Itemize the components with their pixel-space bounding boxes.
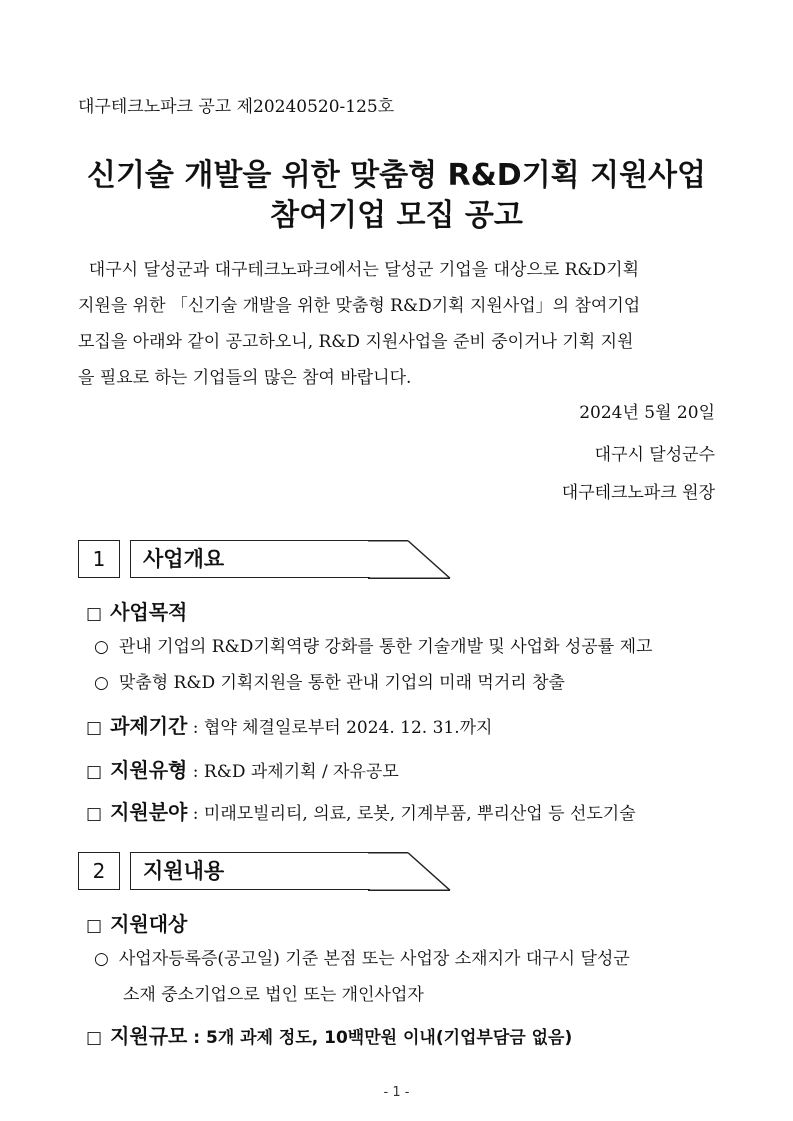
checkbox-square-icon: □ xyxy=(86,718,103,738)
scale-separator: : xyxy=(187,1028,206,1048)
announcement-date: 2024년 5월 20일 xyxy=(579,403,715,423)
target-line-1: 사업자등록증(공고일) 기준 본점 또는 사업장 소재지가 대구시 달성군 xyxy=(118,949,630,969)
section-title: 지원내용 xyxy=(130,852,370,890)
circle-bullet-icon: ○ xyxy=(94,673,109,693)
page-number: - 1 - xyxy=(383,1085,410,1100)
purpose-item xyxy=(94,668,565,693)
target-title: 지원대상 xyxy=(110,912,188,936)
type-value: R&D 과제기획 / 자유공모 xyxy=(203,762,399,782)
section-header-diagonal xyxy=(368,852,452,892)
scale-value: 5개 과제 정도, 10백만원 이내(기업부담금 없음) xyxy=(205,1028,573,1048)
purpose-item xyxy=(94,632,652,657)
purpose-item-text: 맞춤형 R&D 기획지원을 통한 관내 기업의 미래 먹거리 창출 xyxy=(118,673,565,693)
section-number: 2 xyxy=(78,852,120,890)
circle-bullet-icon: ○ xyxy=(94,637,109,657)
signer-district-head: 대구시 달성군수 xyxy=(594,445,715,465)
checkbox-square-icon: □ xyxy=(86,916,103,936)
purpose-heading xyxy=(86,596,187,625)
field-value: 미래모빌리티, 의료, 로봇, 기계부품, 뿌리산업 등 선도기술 xyxy=(203,804,636,824)
field-separator: : xyxy=(187,804,204,824)
purpose-item-text: 관내 기업의 R&D기획역량 강화를 통한 기술개발 및 사업화 성공률 제고 xyxy=(118,637,653,657)
intro-line: 모집을 아래와 같이 공고하오니, R&D 지원사업을 준비 중이거나 기획 지원 xyxy=(78,332,634,352)
field-heading: 지원분야 xyxy=(110,800,188,824)
period-heading: 과제기간 xyxy=(110,714,188,738)
period-row xyxy=(86,710,492,739)
scale-row xyxy=(86,1020,572,1049)
checkbox-square-icon: □ xyxy=(86,804,103,824)
type-heading: 지원유형 xyxy=(110,758,188,782)
period-separator: : xyxy=(187,718,204,738)
intro-line: 대구시 달성군과 대구테크노파크에서는 달성군 기업을 대상으로 R&D기획 xyxy=(78,260,640,280)
field-row xyxy=(86,796,636,825)
title-line-1: 신기술 개발을 위한 맞춤형 R&D기획 지원사업 xyxy=(86,158,707,193)
checkbox-square-icon: □ xyxy=(86,604,103,624)
checkbox-square-icon: □ xyxy=(86,762,103,782)
signer-technopark-president: 대구테크노파크 원장 xyxy=(561,483,715,503)
scale-heading: 지원규모 xyxy=(110,1024,188,1048)
period-value: 협약 체결일로부터 2024. 12. 31.까지 xyxy=(203,718,493,738)
target-heading xyxy=(86,908,187,937)
section-header-diagonal xyxy=(368,540,452,580)
circle-bullet-icon: ○ xyxy=(94,949,109,969)
intro-paragraph xyxy=(78,252,716,396)
document-number: 대구테크노파크 공고 제20240520-125호 xyxy=(78,97,395,117)
section-number: 1 xyxy=(78,540,120,578)
intro-line: 을 필요로 하는 기업들의 많은 참여 바랍니다. xyxy=(78,368,412,388)
purpose-title: 사업목적 xyxy=(110,600,188,624)
checkbox-square-icon: □ xyxy=(86,1028,103,1048)
type-separator: : xyxy=(187,762,204,782)
target-line-2: 소재 중소기업으로 법인 또는 개인사업자 xyxy=(123,985,424,1005)
target-item xyxy=(94,944,630,969)
intro-line: 지원을 위한 「신기술 개발을 위한 맞춤형 R&D기획 지원사업」의 참여기업 xyxy=(78,296,641,316)
section-title: 사업개요 xyxy=(130,540,370,578)
type-row xyxy=(86,754,399,783)
title-line-2: 참여기업 모집 공고 xyxy=(270,198,523,233)
